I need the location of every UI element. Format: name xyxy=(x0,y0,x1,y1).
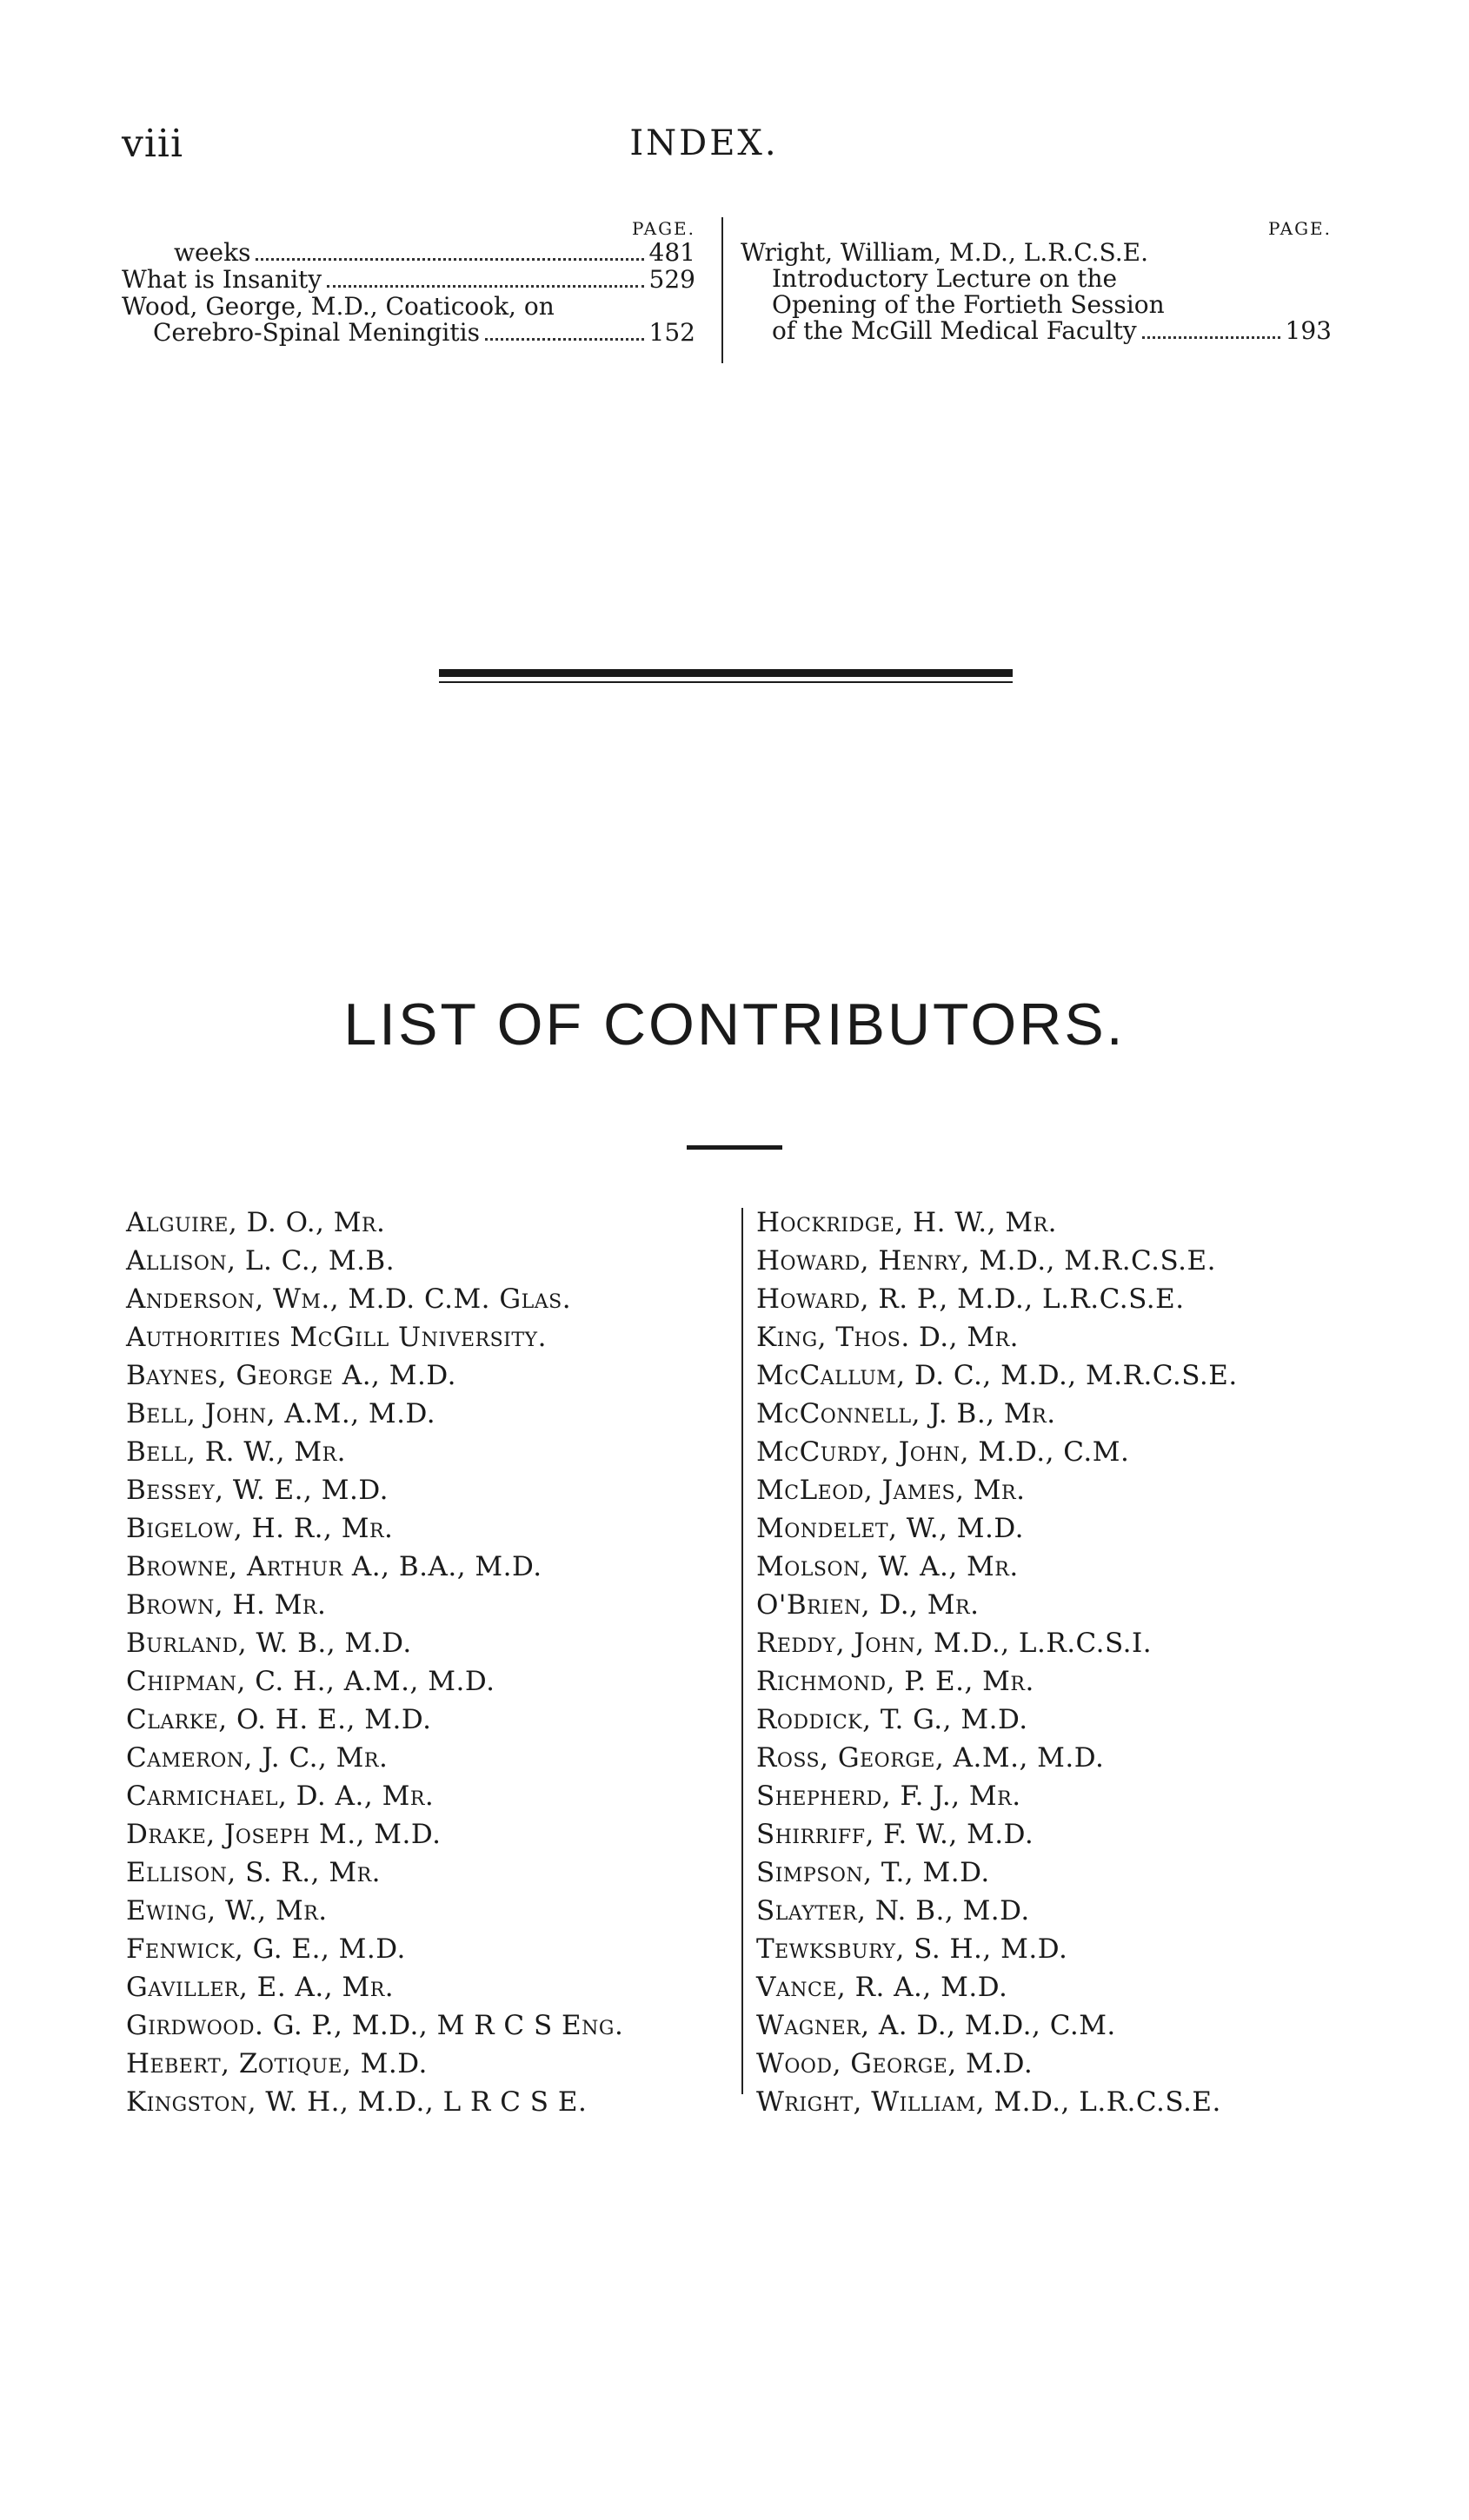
contributor-name: Drake, Joseph M., M.D. xyxy=(126,1819,442,1850)
contributor-name: Allison, L. C., M.B. xyxy=(126,1245,396,1277)
contributor-name: Howard, Henry, M.D., M.R.C.S.E. xyxy=(756,1245,1216,1277)
contributor-name: Browne, Arthur A., B.A., M.D. xyxy=(126,1551,542,1582)
contributor-name: Mondelet, W., M.D. xyxy=(756,1513,1024,1544)
index-entry-page: 481 xyxy=(648,238,695,267)
index-entry xyxy=(741,266,1332,292)
index-entry xyxy=(741,292,1332,318)
contributor-name: Shirriff, F. W., M.D. xyxy=(756,1819,1034,1850)
dot-leader xyxy=(327,285,643,288)
contributor-name: Shepherd, F. J., Mr. xyxy=(756,1781,1021,1812)
contributor-name: Hockridge, H. W., Mr. xyxy=(756,1207,1057,1238)
contributor-name: Brown, H. Mr. xyxy=(126,1589,327,1621)
contributor-name: Authorities McGill University. xyxy=(126,1322,547,1353)
dot-leader xyxy=(1142,336,1280,339)
contributor-name: Ewing, W., Mr. xyxy=(126,1895,328,1926)
index-entry-text: Opening of the Fortieth Session xyxy=(772,290,1165,319)
page-title: INDEX. xyxy=(629,123,779,163)
contributor-name: Alguire, D. O., Mr. xyxy=(126,1207,386,1238)
contributor-name: McConnell, J. B., Mr. xyxy=(756,1398,1056,1429)
contributor-name: Reddy, John, M.D., L.R.C.S.I. xyxy=(756,1628,1153,1659)
page-column-label: PAGE. xyxy=(1268,218,1332,239)
contributor-name: Simpson, T., M.D. xyxy=(756,1857,990,1888)
index-entry-text: Cerebro-Spinal Meningitis xyxy=(153,318,480,347)
contributor-name: Tewksbury, S. H., M.D. xyxy=(756,1933,1068,1965)
index-entry-page: 193 xyxy=(1285,316,1332,345)
contributor-name: Slayter, N. B., M.D. xyxy=(756,1895,1030,1926)
contributor-name: Bell, John, A.M., M.D. xyxy=(126,1398,436,1429)
index-entry-text: Introductory Lecture on the xyxy=(772,264,1118,293)
index-continuation xyxy=(122,217,1339,365)
index-entry-text: Wood, George, M.D., Coaticook, on xyxy=(122,292,555,321)
contributor-name: Wagner, A. D., M.D., C.M. xyxy=(756,2010,1116,2041)
index-left-column xyxy=(122,217,695,347)
contributor-name: Roddick, T. G., M.D. xyxy=(756,1704,1028,1735)
contributor-name: Bessey, W. E., M.D. xyxy=(126,1475,389,1506)
contributor-name: Carmichael, D. A., Mr. xyxy=(126,1781,435,1812)
thin-rule xyxy=(439,681,1013,683)
contributor-name: Gaviller, E. A., Mr. xyxy=(126,1972,395,2003)
contributor-name: Hebert, Zotique, M.D. xyxy=(126,2048,428,2079)
contributor-name: Bigelow, H. R., Mr. xyxy=(126,1513,394,1544)
thick-rule xyxy=(439,669,1013,677)
index-entry-text: weeks xyxy=(174,238,251,267)
contributor-name: Chipman, C. H., A.M., M.D. xyxy=(126,1666,495,1697)
page-column-label: PAGE. xyxy=(632,218,695,239)
contributor-name: Vance, R. A., M.D. xyxy=(756,1972,1008,2003)
contributor-name: Ross, George, A.M., M.D. xyxy=(756,1742,1105,1774)
contributor-name: Wood, George, M.D. xyxy=(756,2048,1034,2079)
contributor-name: McLeod, James, Mr. xyxy=(756,1475,1026,1506)
contributor-name: Bell, R. W., Mr. xyxy=(126,1436,346,1468)
section-separator-rule xyxy=(439,669,1013,683)
contributor-name: Anderson, Wm., M.D. C.M. Glas. xyxy=(126,1283,572,1315)
contributor-name: Wright, William, M.D., L.R.C.S.E. xyxy=(756,2086,1221,2118)
index-entry-text: Wright, William, M.D., L.R.C.S.E. xyxy=(741,238,1148,267)
contributor-name: Richmond, P. E., Mr. xyxy=(756,1666,1034,1697)
page-number: viii xyxy=(122,122,184,166)
index-entry xyxy=(741,240,1332,266)
contributor-name: Girdwood. G. P., M.D., M R C S Eng. xyxy=(126,2010,624,2041)
index-entry-text: of the McGill Medical Faculty xyxy=(772,316,1137,345)
index-entry xyxy=(741,318,1332,345)
contributor-name: Burland, W. B., M.D. xyxy=(126,1628,412,1659)
index-entry xyxy=(122,294,695,320)
dot-leader xyxy=(485,338,644,341)
index-entry-text: What is Insanity xyxy=(122,265,322,294)
running-head xyxy=(122,122,1286,174)
column-divider xyxy=(721,217,723,363)
contributor-name: Howard, R. P., M.D., L.R.C.S.E. xyxy=(756,1283,1185,1315)
index-right-column xyxy=(741,217,1332,345)
contributors-left-column xyxy=(126,1204,734,2121)
contributor-name: McCurdy, John, M.D., C.M. xyxy=(756,1436,1130,1468)
contributor-name: McCallum, D. C., M.D., M.R.C.S.E. xyxy=(756,1360,1238,1391)
contributor-name: King, Thos. D., Mr. xyxy=(756,1322,1020,1353)
contributor-name: Cameron, J. C., Mr. xyxy=(126,1742,389,1774)
index-entry xyxy=(122,267,695,294)
contributor-name: Kingston, W. H., M.D., L R C S E. xyxy=(126,2086,588,2118)
title-underline-rule xyxy=(687,1145,782,1150)
index-entry xyxy=(122,320,695,347)
contributor-name: Ellison, S. R., Mr. xyxy=(126,1857,382,1888)
contributor-name: Baynes, George A., M.D. xyxy=(126,1360,456,1391)
column-divider xyxy=(741,1208,743,2094)
contributors-list xyxy=(126,1204,1369,2118)
index-entry xyxy=(122,240,695,267)
dot-leader xyxy=(256,258,643,261)
contributor-name: Clarke, O. H. E., M.D. xyxy=(126,1704,432,1735)
index-entry-page: 152 xyxy=(648,318,695,347)
contributor-name: Molson, W. A., Mr. xyxy=(756,1551,1019,1582)
contributor-name: O'Brien, D., Mr. xyxy=(756,1589,980,1621)
contributor-name: Fenwick, G. E., M.D. xyxy=(126,1933,406,1965)
index-entry-page: 529 xyxy=(648,265,695,294)
section-title: LIST OF CONTRIBUTORS. xyxy=(343,991,1126,1058)
contributors-right-column xyxy=(756,1204,1369,2121)
